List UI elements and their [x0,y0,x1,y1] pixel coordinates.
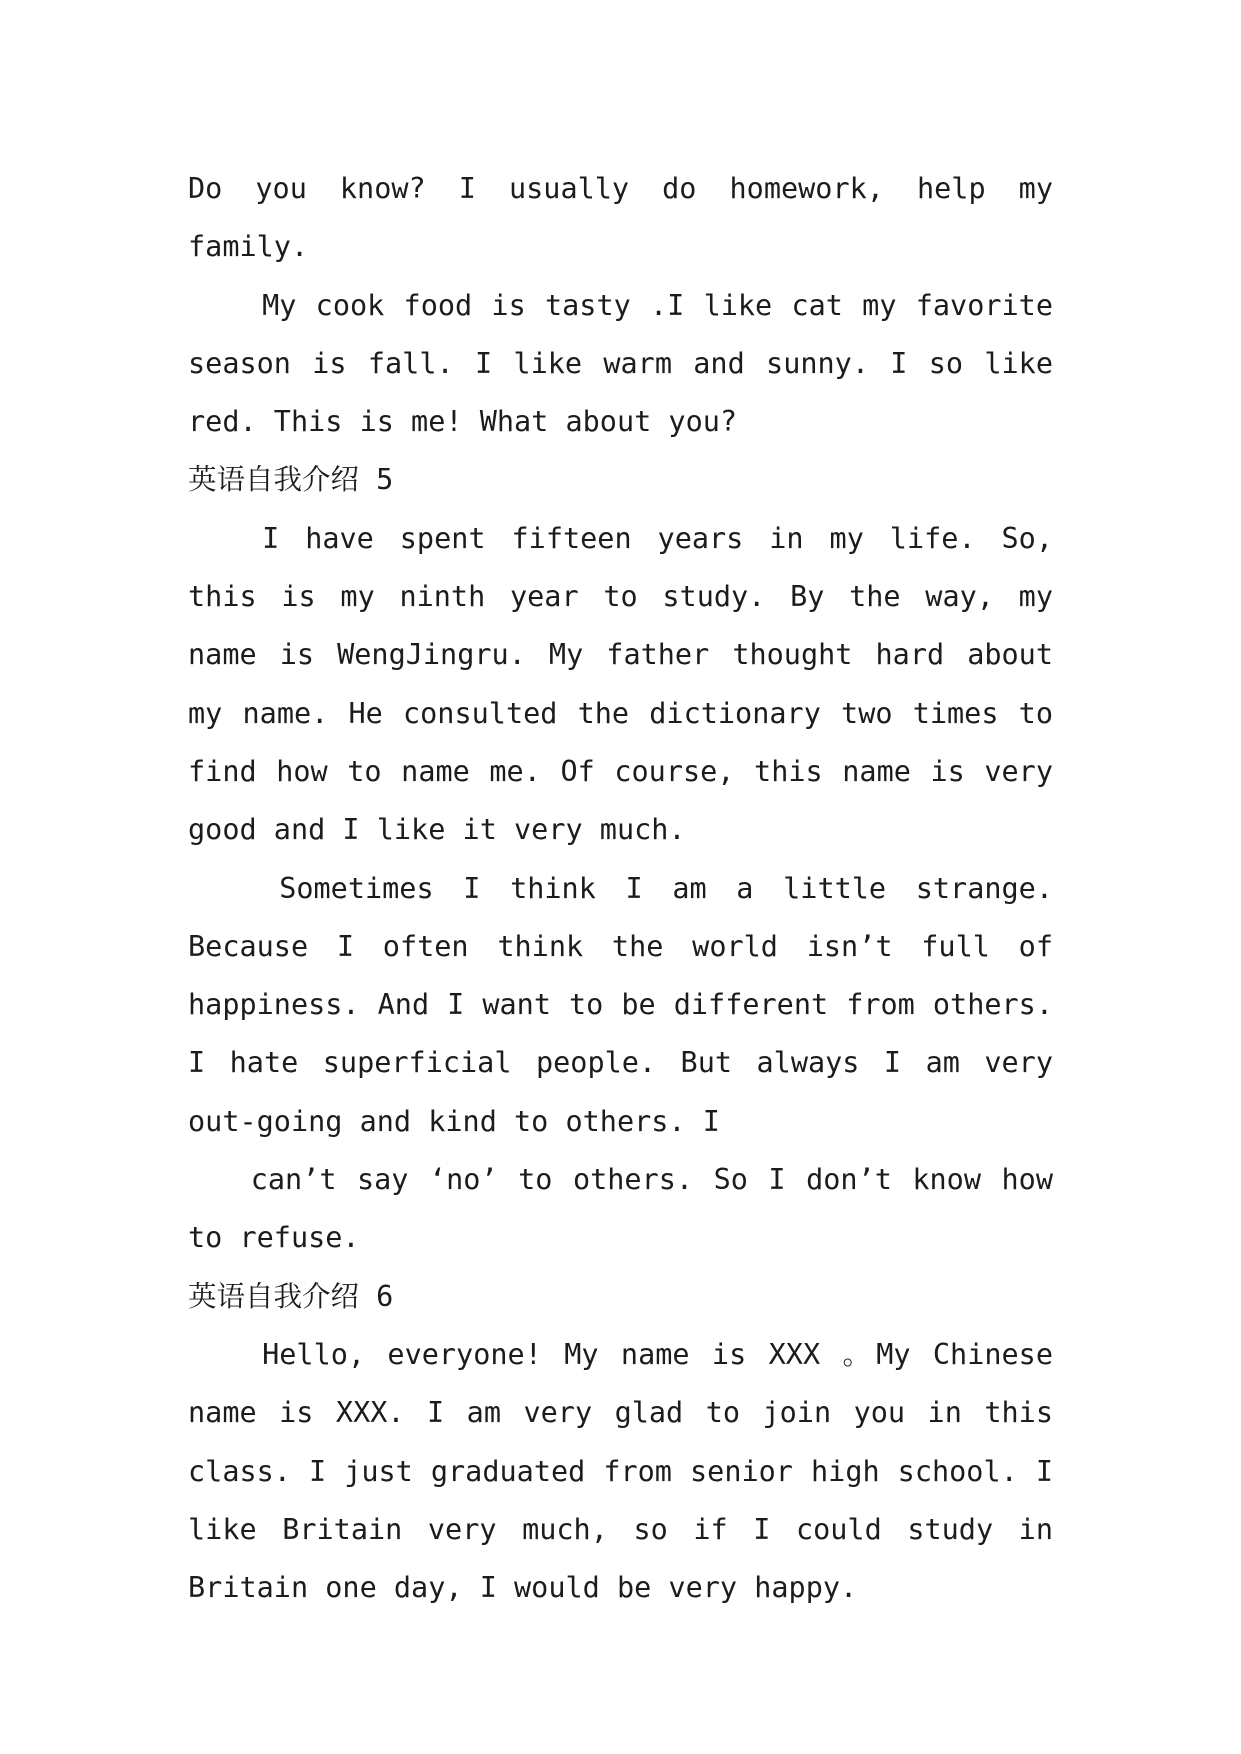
section-heading-5: 英语自我介绍 5 [188,463,394,497]
paragraph-greeting: Hello, everyone! My name is XXX 。My Chinese name is XXX. I am very glad to join you in this class. I just graduated from senior high school. I like Britain very much, so if I could study in Britain one day, I would be very happy. [188,1337,1053,1605]
paragraph-personality: Sometimes I think I am a little strange. Because I often think the world isn’t full of happiness. And I want to be different from others. I hate superficial people. But always I am very out-going and kind to others. I [188,871,1053,1138]
paragraph-homework: Do you know? I usually do homework, help my family. [188,172,1053,264]
paragraph-refuse: can’t say ‘no’ to others. So I don’t know how to refuse. [188,1163,1053,1255]
section-heading-6: 英语自我介绍 6 [188,1279,394,1313]
paragraph-name-story: I have spent fifteen years in my life. So, this is my ninth year to study. By the way, my name is WengJingru. My father thought hard about my name. He consulted the dictionary two times to find how to name me. Of course, this name is very good and I like it very much. [188,521,1053,847]
paragraph-favorites: My cook food is tasty .I like cat my favorite season is fall. I like warm and sunny. I so like red. This is me! What about you? [188,288,1053,439]
document-page [188,160,1053,1617]
